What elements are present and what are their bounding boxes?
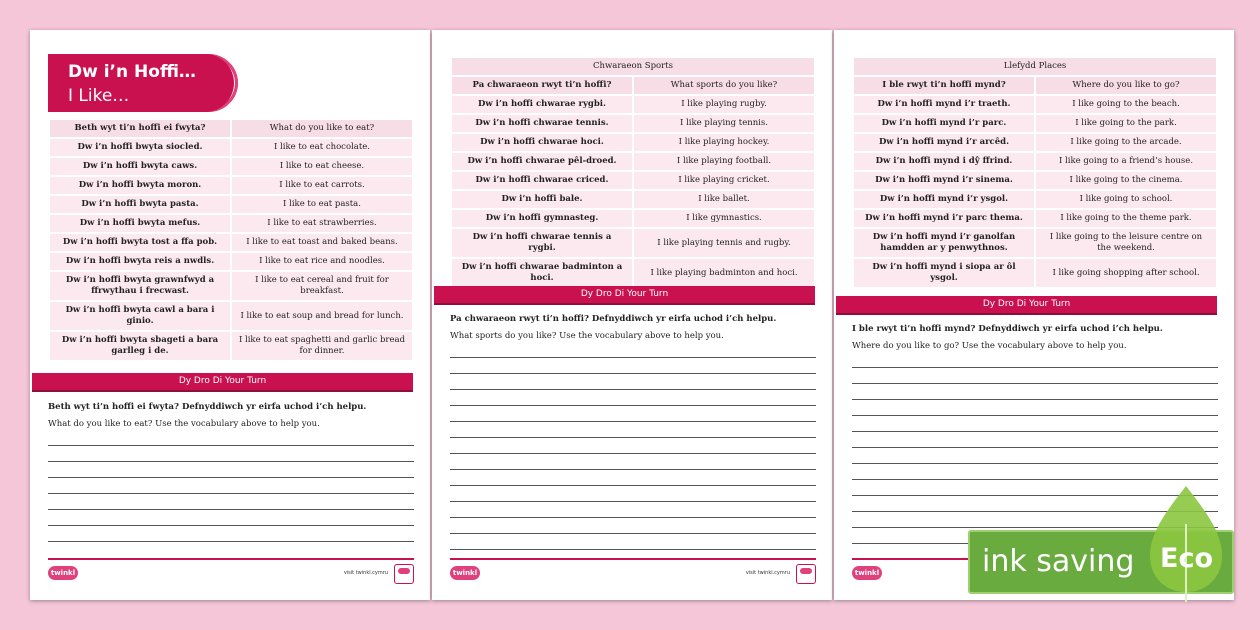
english-phrase: I like going to the cinema. xyxy=(1036,172,1216,189)
writing-line[interactable] xyxy=(852,464,1218,480)
welsh-phrase: Dw i’n hoffi chwarae tennis. xyxy=(452,115,632,132)
table-row xyxy=(854,134,1216,151)
welsh-phrase: Dw i’n hoffi chwarae criced. xyxy=(452,172,632,189)
table-row xyxy=(50,158,412,175)
table-row xyxy=(854,96,1216,113)
table-row xyxy=(50,253,412,270)
page-footer xyxy=(48,558,414,577)
title-english: I Like… xyxy=(68,86,130,106)
writing-line[interactable] xyxy=(48,430,414,446)
table-row xyxy=(452,153,814,170)
writing-line[interactable] xyxy=(450,470,816,486)
english-phrase: I like playing football. xyxy=(634,153,814,170)
table-row xyxy=(854,210,1216,227)
writing-line[interactable] xyxy=(852,448,1218,464)
welsh-phrase: Dw i’n hoffi bwyta caws. xyxy=(50,158,230,175)
table-row xyxy=(50,139,412,156)
writing-line[interactable] xyxy=(852,400,1218,416)
table-row xyxy=(50,302,412,330)
welsh-phrase: Dw i’n hoffi chwarae badminton a hoci. xyxy=(452,259,632,287)
english-phrase: I like playing rugby. xyxy=(634,96,814,113)
table-heading: Chwaraeon Sports xyxy=(452,58,814,75)
writing-line[interactable] xyxy=(450,454,816,470)
english-phrase: I like to eat strawberries. xyxy=(232,215,412,232)
table-row xyxy=(452,96,814,113)
footer-url: visit twinkl.cymru xyxy=(343,570,388,576)
welsh-phrase: Dw i’n hoffi chwarae hoci. xyxy=(452,134,632,151)
prompt-english: Where do you like to go? Use the vocabulary above to help you. xyxy=(852,341,1127,351)
welsh-phrase: Dw i’n hoffi mynd i’r ysgol. xyxy=(854,191,1034,208)
english-phrase: I like ballet. xyxy=(634,191,814,208)
your-turn-banner: Dy Dro Di Your Turn xyxy=(32,373,413,392)
english-phrase: I like going to school. xyxy=(1036,191,1216,208)
table-heading-row xyxy=(854,58,1216,75)
vocabulary-table xyxy=(450,56,816,289)
table-row xyxy=(50,120,412,137)
writing-line[interactable] xyxy=(852,432,1218,448)
worksheet-page-food xyxy=(30,30,430,600)
twinkl-badge-icon xyxy=(796,564,816,584)
eco-label: ink saving xyxy=(982,544,1135,579)
eco-word: Eco xyxy=(1160,543,1213,574)
table-row xyxy=(452,259,814,287)
title-welsh: Dw i’n Hoffi… xyxy=(68,62,196,82)
twinkl-logo: twinkl xyxy=(852,566,882,580)
table-row xyxy=(50,177,412,194)
writing-lines xyxy=(450,342,816,550)
welsh-phrase: Dw i’n hoffi mynd i siopa ar ôl ysgol. xyxy=(854,259,1034,287)
english-phrase: I like going to the theme park. xyxy=(1036,210,1216,227)
welsh-phrase: Dw i’n hoffi bwyta mefus. xyxy=(50,215,230,232)
welsh-phrase: Pa chwaraeon rwyt ti’n hoffi? xyxy=(452,77,632,94)
welsh-phrase: Dw i’n hoffi bwyta moron. xyxy=(50,177,230,194)
writing-line[interactable] xyxy=(48,510,414,526)
welsh-phrase: Dw i’n hoffi bale. xyxy=(452,191,632,208)
english-phrase: I like to eat cheese. xyxy=(232,158,412,175)
english-phrase: I like to eat soup and bread for lunch. xyxy=(232,302,412,330)
twinkl-badge-icon xyxy=(394,564,414,584)
writing-line[interactable] xyxy=(450,406,816,422)
english-phrase: What sports do you like? xyxy=(634,77,814,94)
welsh-phrase: Dw i’n hoffi bwyta grawnfwyd a ffrwythau i frecwast. xyxy=(50,272,230,300)
english-phrase: I like going to the beach. xyxy=(1036,96,1216,113)
table-row xyxy=(50,234,412,251)
writing-line[interactable] xyxy=(48,462,414,478)
twinkl-logo: twinkl xyxy=(48,566,78,580)
english-phrase: I like to eat pasta. xyxy=(232,196,412,213)
your-turn-banner: Dy Dro Di Your Turn xyxy=(836,296,1217,315)
vocabulary-table xyxy=(852,56,1218,289)
english-phrase: I like to eat carrots. xyxy=(232,177,412,194)
welsh-phrase: Dw i’n hoffi mynd i’r traeth. xyxy=(854,96,1034,113)
writing-line[interactable] xyxy=(450,422,816,438)
table-row xyxy=(854,115,1216,132)
table-row xyxy=(452,172,814,189)
welsh-phrase: Dw i’n hoffi mynd i’r arcêd. xyxy=(854,134,1034,151)
english-phrase: I like playing badminton and hoci. xyxy=(634,259,814,287)
writing-line[interactable] xyxy=(450,518,816,534)
english-phrase: Where do you like to go? xyxy=(1036,77,1216,94)
twinkl-logo: twinkl xyxy=(450,566,480,580)
welsh-phrase: Dw i’n hoffi bwyta reis a nwdls. xyxy=(50,253,230,270)
english-phrase: I like to eat spaghetti and garlic bread for dinner. xyxy=(232,332,412,360)
prompt-welsh: Pa chwaraeon rwyt ti’n hoffi? Defnyddiwch yr eirfa uchod i’ch helpu. xyxy=(450,314,777,324)
writing-line[interactable] xyxy=(48,526,414,542)
welsh-phrase: Dw i’n hoffi mynd i’r parc thema. xyxy=(854,210,1034,227)
table-row xyxy=(854,191,1216,208)
writing-lines xyxy=(48,430,414,542)
prompt-english: What sports do you like? Use the vocabulary above to help you. xyxy=(450,331,724,341)
vocabulary-table xyxy=(48,118,414,362)
table-heading-row xyxy=(452,58,814,75)
welsh-phrase: Dw i’n hoffi mynd i dŷ ffrind. xyxy=(854,153,1034,170)
table-row xyxy=(452,191,814,208)
table-row xyxy=(452,229,814,257)
writing-line[interactable] xyxy=(450,438,816,454)
table-row xyxy=(50,215,412,232)
footer-url: visit twinkl.cymru xyxy=(745,570,790,576)
table-row xyxy=(452,77,814,94)
writing-line[interactable] xyxy=(48,446,414,462)
welsh-phrase: Dw i’n hoffi bwyta cawl a bara i ginio. xyxy=(50,302,230,330)
english-phrase: I like playing hockey. xyxy=(634,134,814,151)
english-phrase: I like gymnastics. xyxy=(634,210,814,227)
table-row xyxy=(854,172,1216,189)
welsh-phrase: Dw i’n hoffi chwarae rygbi. xyxy=(452,96,632,113)
writing-line[interactable] xyxy=(450,502,816,518)
table-row xyxy=(854,77,1216,94)
english-phrase: I like playing tennis and rugby. xyxy=(634,229,814,257)
table-row xyxy=(854,259,1216,287)
welsh-phrase: Dw i’n hoffi mynd i’r parc. xyxy=(854,115,1034,132)
writing-line[interactable] xyxy=(852,416,1218,432)
writing-line[interactable] xyxy=(450,342,816,358)
welsh-phrase: Beth wyt ti’n hoffi ei fwyta? xyxy=(50,120,230,137)
english-phrase: I like playing cricket. xyxy=(634,172,814,189)
table-row xyxy=(854,229,1216,257)
english-phrase: I like going to a friend’s house. xyxy=(1036,153,1216,170)
welsh-phrase: Dw i’n hoffi bwyta pasta. xyxy=(50,196,230,213)
writing-line[interactable] xyxy=(48,478,414,494)
english-phrase: I like playing tennis. xyxy=(634,115,814,132)
welsh-phrase: Dw i’n hoffi bwyta tost a ffa pob. xyxy=(50,234,230,251)
english-phrase: I like to eat toast and baked beans. xyxy=(232,234,412,251)
your-turn-banner: Dy Dro Di Your Turn xyxy=(434,286,815,305)
welsh-phrase: Dw i’n hoffi chwarae tennis a rygbi. xyxy=(452,229,632,257)
writing-line[interactable] xyxy=(852,384,1218,400)
table-row xyxy=(50,332,412,360)
writing-line[interactable] xyxy=(450,534,816,550)
english-phrase: I like going to the leisure centre on the weekend. xyxy=(1036,229,1216,257)
writing-line[interactable] xyxy=(48,494,414,510)
writing-line[interactable] xyxy=(450,358,816,374)
writing-line[interactable] xyxy=(852,352,1218,368)
english-phrase: I like going to the park. xyxy=(1036,115,1216,132)
table-heading: Llefydd Places xyxy=(854,58,1216,75)
table-row xyxy=(50,272,412,300)
prompt-welsh: Beth wyt ti’n hoffi ei fwyta? Defnyddiwch yr eirfa uchod i’ch helpu. xyxy=(48,402,367,412)
page-footer xyxy=(450,558,816,577)
welsh-phrase: Dw i’n hoffi bwyta sbageti a bara garlleg i de. xyxy=(50,332,230,360)
writing-line[interactable] xyxy=(450,486,816,502)
table-row xyxy=(452,210,814,227)
welsh-phrase: I ble rwyt ti’n hoffi mynd? xyxy=(854,77,1034,94)
english-phrase: I like to eat rice and noodles. xyxy=(232,253,412,270)
prompt-english: What do you like to eat? Use the vocabulary above to help you. xyxy=(48,419,320,429)
english-phrase: I like to eat chocolate. xyxy=(232,139,412,156)
worksheet-title xyxy=(48,54,234,112)
welsh-phrase: Dw i’n hoffi chwarae pêl-droed. xyxy=(452,153,632,170)
writing-line[interactable] xyxy=(852,368,1218,384)
table-row xyxy=(452,115,814,132)
english-phrase: I like to eat cereal and fruit for breakfast. xyxy=(232,272,412,300)
writing-line[interactable] xyxy=(450,374,816,390)
worksheet-page-sports xyxy=(432,30,832,600)
english-phrase: I like going to the arcade. xyxy=(1036,134,1216,151)
welsh-phrase: Dw i’n hoffi bwyta siocled. xyxy=(50,139,230,156)
table-row xyxy=(452,134,814,151)
table-row xyxy=(50,196,412,213)
welsh-phrase: Dw i’n hoffi mynd i’r ganolfan hamdden ar y penwythnos. xyxy=(854,229,1034,257)
english-phrase: What do you like to eat? xyxy=(232,120,412,137)
writing-line[interactable] xyxy=(450,390,816,406)
table-row xyxy=(854,153,1216,170)
welsh-phrase: Dw i’n hoffi mynd i’r sinema. xyxy=(854,172,1034,189)
english-phrase: I like going shopping after school. xyxy=(1036,259,1216,287)
prompt-welsh: I ble rwyt ti’n hoffi mynd? Defnyddiwch yr eirfa uchod i’ch helpu. xyxy=(852,324,1163,334)
welsh-phrase: Dw i’n hoffi gymnasteg. xyxy=(452,210,632,227)
